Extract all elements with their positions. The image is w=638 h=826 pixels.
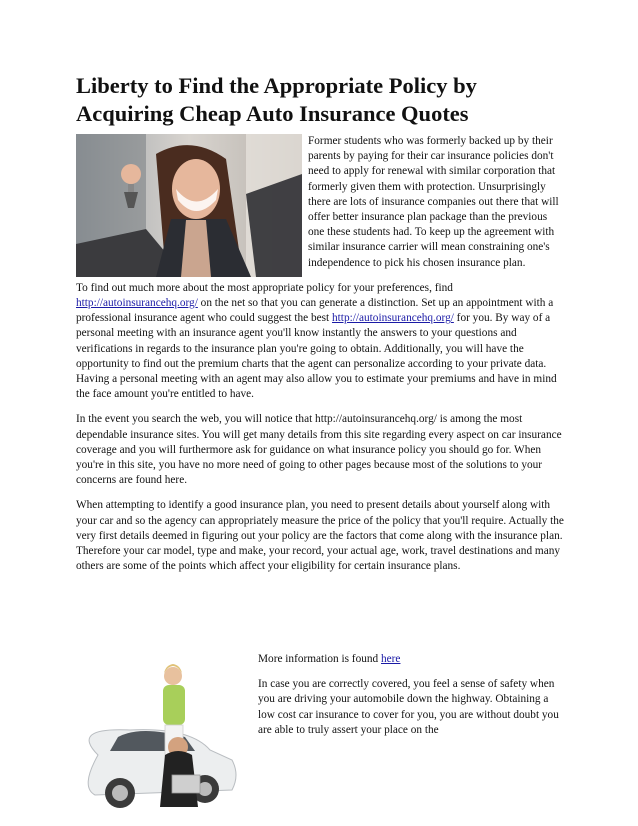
here-link[interactable]: here	[381, 653, 401, 665]
paragraph-text: on the net so that you can generate a distinction. Set up an appointment with a professional insurance agent who could suggest the best	[76, 297, 554, 325]
paragraph-safety: In case you are correctly covered, you feel a sense of safety when you are driving your automobile down the highway. Obtaining a low cost car insurance to cover for you, you are without doubt you are able to truly assert your place on the	[258, 678, 559, 736]
couple-car-illustration	[0, 655, 256, 826]
couple-with-car-photo	[0, 655, 256, 826]
intro-paragraph: Former students who was formerly backed up by their parents by paying for their car insurance policies don't need to apply for renewal with similar corporation that formerly given them with protection. Unsurprisingly there are lots of insurance companies out there that will offer better insurance plan package than the previous one these students had. To keep up the agreement with similar insurance carrier will mean constraining one's independence to pick his chosen insurance plan.	[308, 135, 559, 269]
more-info-line	[258, 652, 566, 667]
closing-section	[258, 652, 566, 738]
paragraph-text: for you. By way of a personal meeting with an insurance agent you'll know instantly the answers to your questions and verifications in regards to the insurance plan you're going to obtain. Additionally, you will have the opportunity to find out the premium charts that the agent can personalize according to your private data. Having a personal meeting with an agent may also allow you to estimate your premiums and have in mind the face amount you're entitled to have.	[76, 312, 557, 401]
paragraph-search-web: In the event you search the web, you will notice that http://autoinsurancehq.org/ is among the most dependable insurance sites. You will get many details from this site regarding every aspect on car insurance coverage and you will furthermore ask for guidance on what insurance policy you should go for. When you're in this site, you have no more need of going to other pages because most of the solutions to your concerns are found here.	[76, 413, 562, 487]
page-title: Liberty to Find the Appropriate Policy by Acquiring Cheap Auto Insurance Quotes	[76, 73, 477, 126]
woman-with-car-keys-photo	[76, 134, 302, 277]
paragraph-find-policy	[76, 281, 566, 403]
more-info-label: More information is found	[258, 653, 381, 665]
autoinsurancehq-link-2[interactable]: http://autoinsurancehq.org/	[332, 312, 454, 325]
intro-section	[76, 134, 566, 271]
paragraph-identify-plan: When attempting to identify a good insurance plan, you need to present details about yourself along with your car and so the agency can appropriately measure the price of the policy that you'll require. Actually the very first details deemed in figuring out your policy are the factors that come along with the insurance plan. Therefore your car model, type and make, your record, your actual age, work, travel destinations and many others are some of the points which affect your eligibility for certain insurance plans.	[76, 499, 564, 573]
autoinsurancehq-link-1[interactable]: http://autoinsurancehq.org/	[76, 297, 198, 310]
woman-in-car-illustration	[76, 134, 302, 277]
paragraph-text: To find out much more about the most appropriate policy for your preferences, find	[76, 281, 453, 294]
document-page	[76, 72, 566, 574]
